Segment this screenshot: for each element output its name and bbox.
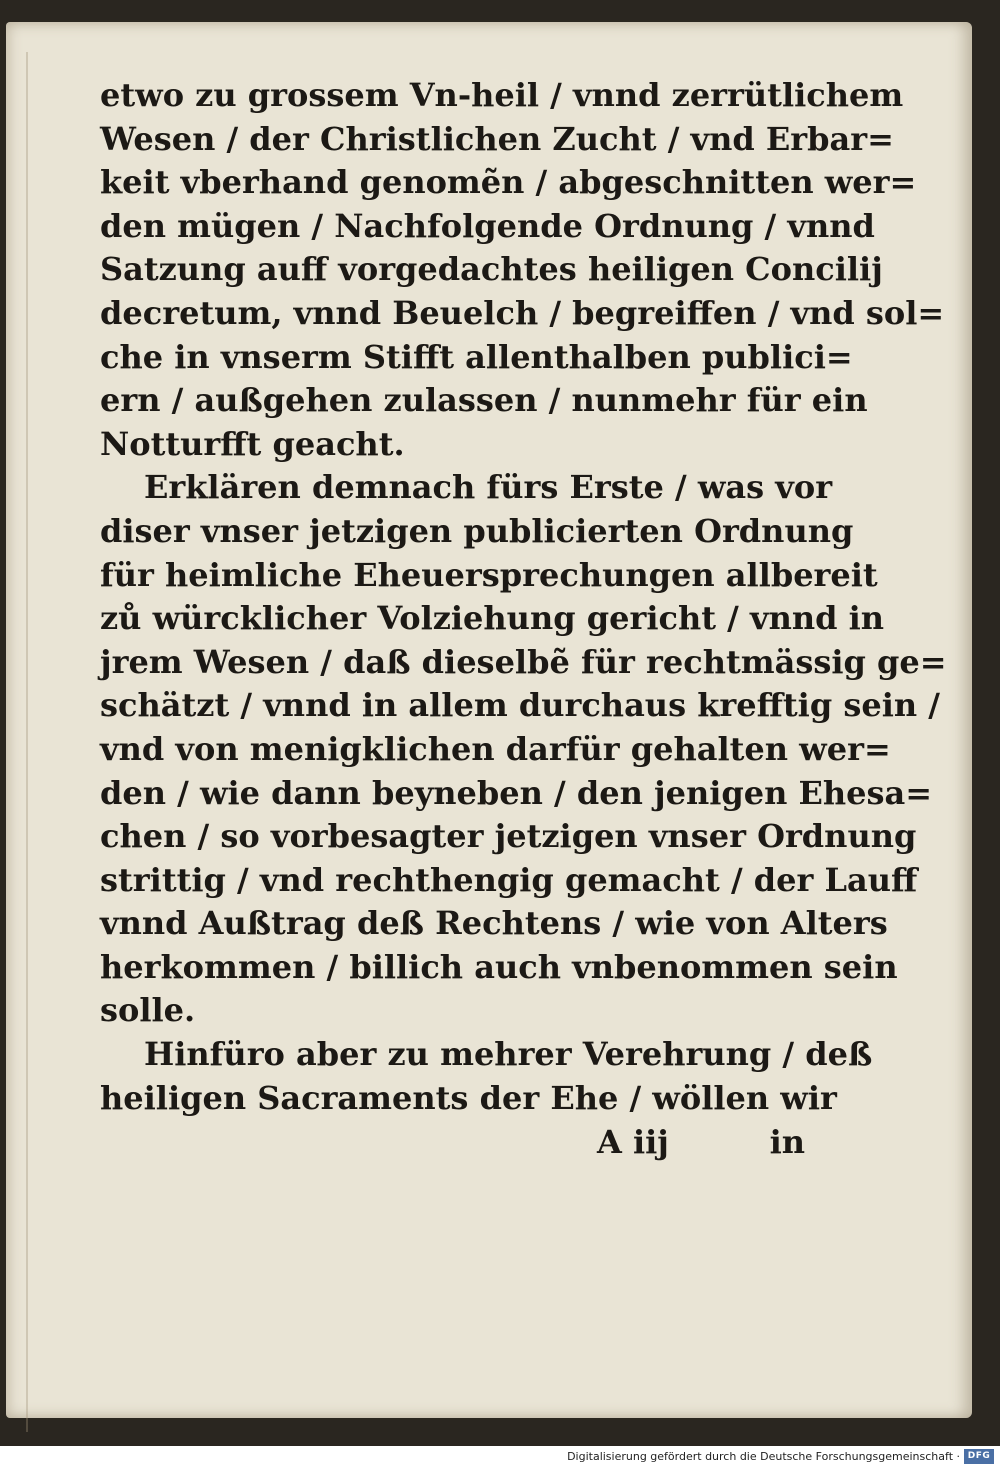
text-line: vnd von menigklichen darfür gehalten wer= xyxy=(100,729,891,768)
credit-bar xyxy=(0,1446,1000,1468)
text-line: etwo zu grossem Vn-heil / vnnd zerrütlichem xyxy=(100,76,904,114)
text-line: strittig / vnd rechthengig gemacht / der Lauff xyxy=(100,860,918,899)
text-line: zů würcklicher Volziehung gericht / vnnd in xyxy=(100,599,885,638)
text-line: keit vberhand genomẽn / abgeschnitten wer= xyxy=(100,163,917,202)
text-line: Hinfüro aber zu mehrer Verehrung / deß xyxy=(144,1035,873,1074)
text-line: decretum, vnnd Beuelch / begreiffen / vnd sol= xyxy=(100,293,945,332)
page-gutter xyxy=(26,52,28,1432)
text-line: den mügen / Nachfolgende Ordnung / vnnd xyxy=(100,206,875,245)
text-line: Wesen / der Christlichen Zucht / vnd Erbar= xyxy=(100,119,894,158)
page-text xyxy=(100,74,947,1120)
text-line: Notturfft geacht. xyxy=(100,424,405,463)
text-line: ern / außgehen zulassen / nunmehr für ein xyxy=(100,381,868,420)
text-line: herkommen / billich auch vnbenommen sein xyxy=(100,947,898,986)
text-line: jrem Wesen / daß dieselbẽ für rechtmässig ge= xyxy=(100,642,947,681)
text-line: schätzt / vnnd in allem durchaus krefftig sein / xyxy=(100,686,940,725)
text-line: für heimliche Eheuersprechungen allbereit xyxy=(100,555,878,594)
text-line: den / wie dann beyneben / den jenigen Ehesa= xyxy=(100,773,933,812)
text-line: solle. xyxy=(100,991,196,1030)
text-line: Erklären demnach fürs Erste / was vor xyxy=(144,468,833,507)
text-line: diser vnser jetzigen publicierten Ordnung xyxy=(100,511,854,550)
text-line: Satzung auff vorgedachtes heiligen Concilij xyxy=(100,250,883,289)
text-line: vnnd Außtrag deß Rechtens / wie von Alters xyxy=(100,904,888,943)
text-line: chen / so vorbesagter jetzigen vnser Ordnung xyxy=(100,817,917,856)
funding-credit: Digitalisierung gefördert durch die Deutsche Forschungsgemeinschaft · xyxy=(567,1450,960,1463)
page-footer-line xyxy=(100,1120,805,1164)
text-line: heiligen Sacraments der Ehe / wöllen wir xyxy=(100,1078,837,1117)
dfg-logo: DFG xyxy=(964,1449,994,1464)
signature-mark: A iij xyxy=(597,1123,669,1161)
text-line: che in vnserm Stifft allenthalben publici= xyxy=(100,337,853,376)
catchword: in xyxy=(769,1123,805,1161)
